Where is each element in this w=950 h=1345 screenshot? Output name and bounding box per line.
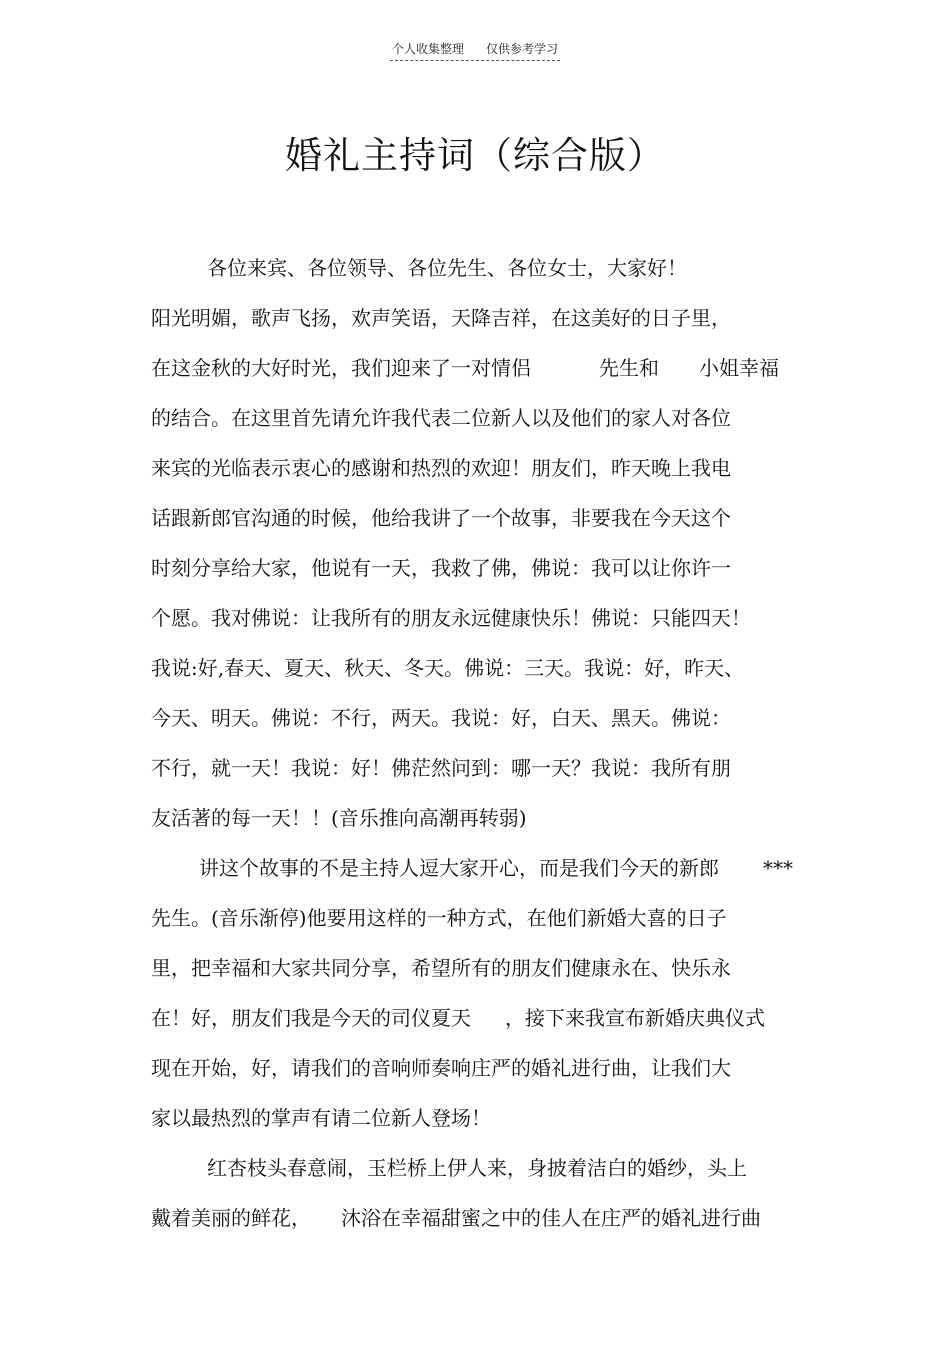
p1-line-3-part-b: 先生和 <box>599 356 659 380</box>
p3-line-2-part-b: 沐浴在幸福甜蜜之中的佳人在庄严的婚礼进行曲 <box>341 1206 761 1230</box>
document-title: 婚礼主持词（综合版） <box>285 134 665 177</box>
p1-line-4: 的结合。在这里首先请允许我代表二位新人以及他们的家人对各位 <box>151 406 731 430</box>
document-body <box>151 243 811 1243</box>
p2-line-5: 现在开始，好，请我们的音响师奏响庄严的婚礼进行曲，让我们大 <box>151 1056 731 1080</box>
p2-line-4-part-a: 在！好，朋友们我是今天的司仪夏天 <box>151 1006 471 1030</box>
p1-line-5: 来宾的光临表示衷心的感谢和热烈的欢迎！朋友们，昨天晚上我电 <box>151 456 731 480</box>
p1-line-1: 各位来宾、各位领导、各位先生、各位女士，大家好！ <box>207 256 687 280</box>
p1-line-3 <box>151 343 811 393</box>
header-right-text: 仅供参考学习 <box>486 42 559 56</box>
header-note <box>390 40 560 61</box>
p2-line-2: 先生。(音乐渐停)他要用这样的一种方式，在他们新婚大喜的日子 <box>151 906 727 930</box>
p1-line-8: 个愿。我对佛说：让我所有的朋友永远健康快乐！佛说：只能四天！ <box>151 606 751 630</box>
p1-line-12: 友活著的每一天！！(音乐推向高潮再转弱) <box>151 806 527 830</box>
p3-line-2-part-a: 戴着美丽的鲜花， <box>151 1206 311 1230</box>
p3-line-1: 红杏枝头春意闹，玉栏桥上伊人来，身披着洁白的婚纱，头上 <box>207 1156 747 1180</box>
p1-line-9: 我说:好,春天、夏天、秋天、冬天。佛说：三天。我说：好，昨天、 <box>151 656 745 680</box>
p2-line-4 <box>151 993 811 1043</box>
p1-line-3-part-a: 在这金秋的大好时光，我们迎来了一对情侣 <box>151 356 531 380</box>
p2-line-1-stars: *** <box>763 856 793 880</box>
p2-line-4-part-b: ，接下来我宣布新婚庆典仪式 <box>505 1006 765 1030</box>
p1-line-7: 时刻分享给大家，他说有一天，我救了佛，佛说：我可以让你许一 <box>151 556 731 580</box>
p2-line-1-part-a: 讲这个故事的不是主持人逗大家开心，而是我们今天的新郎 <box>199 856 719 880</box>
p1-line-11: 不行，就一天！我说：好！佛茫然问到：哪一天？我说：我所有朋 <box>151 756 731 780</box>
p1-line-6: 话跟新郎官沟通的时候，他给我讲了一个故事，非要我在今天这个 <box>151 506 731 530</box>
header-left-text: 个人收集整理 <box>391 42 464 56</box>
p3-line-2 <box>151 1193 811 1243</box>
p2-line-3: 里，把幸福和大家共同分享，希望所有的朋友们健康永在、快乐永 <box>151 956 731 980</box>
p1-line-3-part-c: 小姐幸福 <box>699 356 779 380</box>
p2-line-1 <box>151 843 811 893</box>
page-header <box>0 40 950 61</box>
p1-line-2: 阳光明媚，歌声飞扬，欢声笑语，天降吉祥，在这美好的日子里， <box>151 306 731 330</box>
p2-line-6: 家以最热烈的掌声有请二位新人登场！ <box>151 1106 491 1130</box>
p1-line-10: 今天、明天。佛说：不行，两天。我说：好，白天、黑天。佛说： <box>151 706 731 730</box>
